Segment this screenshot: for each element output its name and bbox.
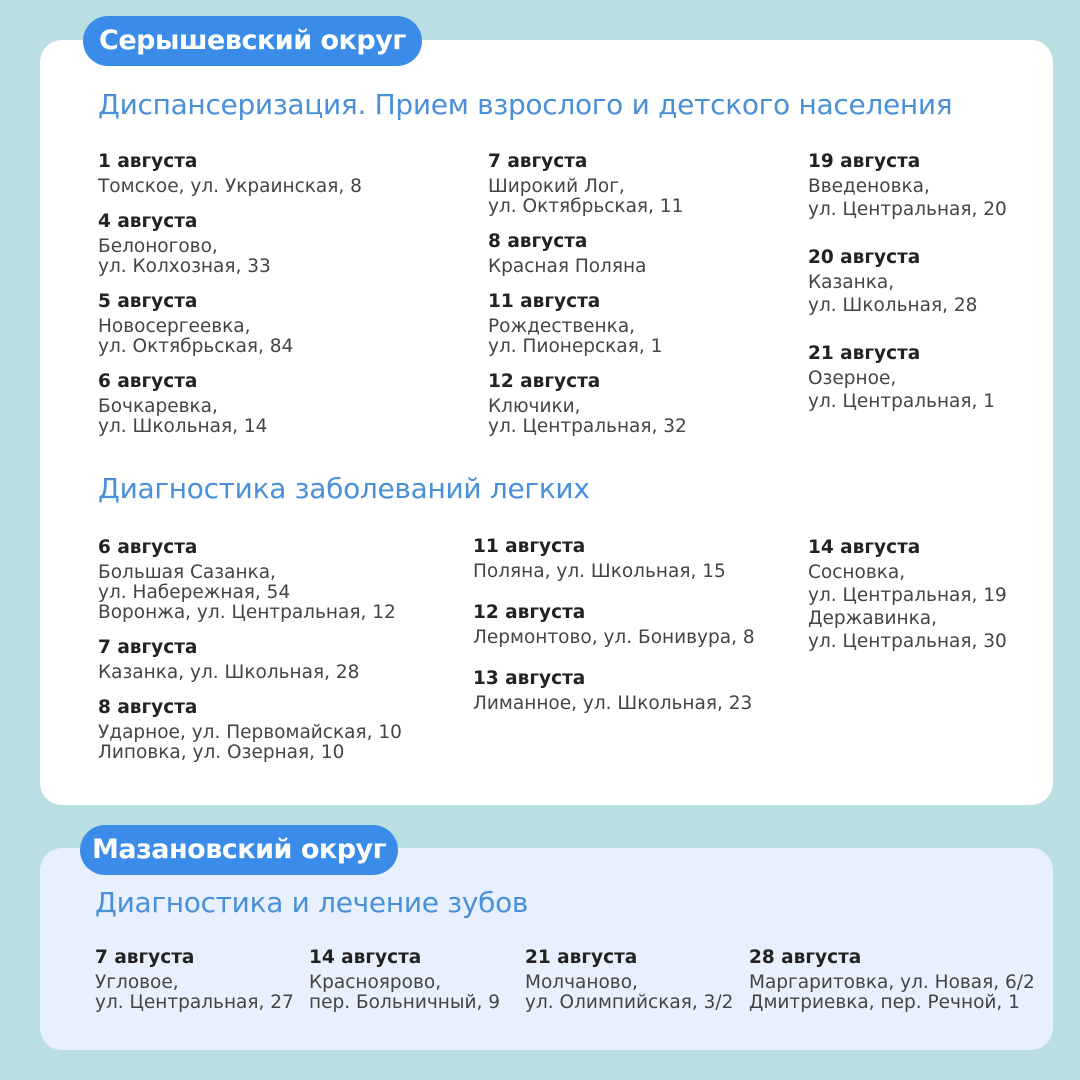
entry-address: Ударное, ул. Первомайская, 10 Липовка, ул. Озерная, 10 (98, 722, 402, 763)
entry-address: Красная Поляна (488, 256, 647, 277)
entry-address: Поляна, ул. Школьная, 15 (473, 561, 726, 582)
district-label: Серышевский округ (83, 16, 422, 66)
schedule-entry (525, 948, 733, 1013)
entry-date: 14 августа (309, 947, 422, 968)
schedule-entry (488, 292, 662, 357)
entry-address: Рождественка, ул. Пионерская, 1 (488, 316, 663, 357)
entry-date: 6 августа (98, 371, 198, 392)
schedule-entry (808, 538, 1007, 653)
schedule-entry (95, 948, 294, 1013)
schedule-entry (488, 152, 683, 217)
entry-address: Ключики, ул. Центральная, 32 (488, 396, 687, 437)
entry-address: Молчаново, ул. Олимпийская, 3/2 (525, 972, 734, 1013)
entry-address: Лермонтово, ул. Бонивура, 8 (473, 627, 755, 648)
entry-address: Лиманное, ул. Школьная, 23 (473, 693, 753, 714)
schedule-entry (98, 152, 362, 197)
entry-address: Сосновка, ул. Центральная, 19 Державинка, ул. Центральная, 30 (808, 562, 1007, 652)
section-title: Диагностика заболеваний легких (98, 472, 590, 505)
entry-date: 7 августа (98, 637, 198, 658)
entry-date: 20 августа (808, 247, 921, 268)
entry-address: Бочкаревка, ул. Школьная, 14 (98, 396, 268, 437)
entry-address: Новосергеевка, ул. Октябрьская, 84 (98, 316, 294, 357)
schedule-entry (98, 538, 396, 623)
entry-address: Томское, ул. Украинская, 8 (98, 176, 362, 197)
schedule-entry (808, 248, 977, 317)
schedule-entry (808, 152, 1007, 221)
entry-date: 11 августа (488, 291, 601, 312)
entry-date: 7 августа (95, 947, 195, 968)
schedule-entry (488, 232, 646, 277)
schedule-entry (473, 669, 752, 714)
section-title: Диагностика и лечение зубов (95, 886, 529, 919)
entry-date: 11 августа (473, 536, 586, 557)
schedule-entry (473, 603, 755, 648)
entry-address: Маргаритовка, ул. Новая, 6/2 Дмитриевка, пер. Речной, 1 (749, 972, 1035, 1013)
schedule-entry (488, 372, 687, 437)
entry-address: Озерное, ул. Центральная, 1 (808, 368, 996, 412)
entry-address: Большая Сазанка, ул. Набережная, 54 Воронжа, ул. Центральная, 12 (98, 562, 396, 623)
entry-date: 21 августа (808, 343, 921, 364)
entry-address: Казанка, ул. Школьная, 28 (98, 662, 360, 683)
entry-address: Широкий Лог, ул. Октябрьская, 11 (488, 176, 684, 217)
entry-date: 28 августа (749, 947, 862, 968)
entry-date: 6 августа (98, 537, 198, 558)
entry-address: Казанка, ул. Школьная, 28 (808, 272, 978, 316)
entry-date: 8 августа (488, 231, 588, 252)
schedule-entry (98, 372, 267, 437)
entry-date: 21 августа (525, 947, 638, 968)
schedule-entry (98, 698, 402, 763)
schedule-entry (309, 948, 500, 1013)
entry-date: 12 августа (473, 602, 586, 623)
entry-date: 13 августа (473, 668, 586, 689)
entry-date: 19 августа (808, 151, 921, 172)
entry-date: 7 августа (488, 151, 588, 172)
schedule-entry (473, 537, 726, 582)
entry-address: Красноярово, пер. Больничный, 9 (309, 972, 501, 1013)
entry-date: 14 августа (808, 537, 921, 558)
schedule-entry (98, 292, 293, 357)
entry-date: 8 августа (98, 697, 198, 718)
entry-date: 12 августа (488, 371, 601, 392)
entry-date: 5 августа (98, 291, 198, 312)
entry-date: 4 августа (98, 211, 198, 232)
entry-address: Угловое, ул. Центральная, 27 (95, 972, 294, 1013)
schedule-entry (98, 212, 271, 277)
district-label: Мазановский округ (80, 825, 398, 875)
schedule-entry (749, 948, 1035, 1013)
schedule-entry (808, 344, 995, 413)
schedule-entry (98, 638, 359, 683)
entry-date: 1 августа (98, 151, 198, 172)
entry-address: Введеновка, ул. Центральная, 20 (808, 176, 1007, 220)
entry-address: Белоногово, ул. Колхозная, 33 (98, 236, 271, 277)
section-title: Диспансеризация. Прием взрослого и детского населения (98, 88, 953, 121)
